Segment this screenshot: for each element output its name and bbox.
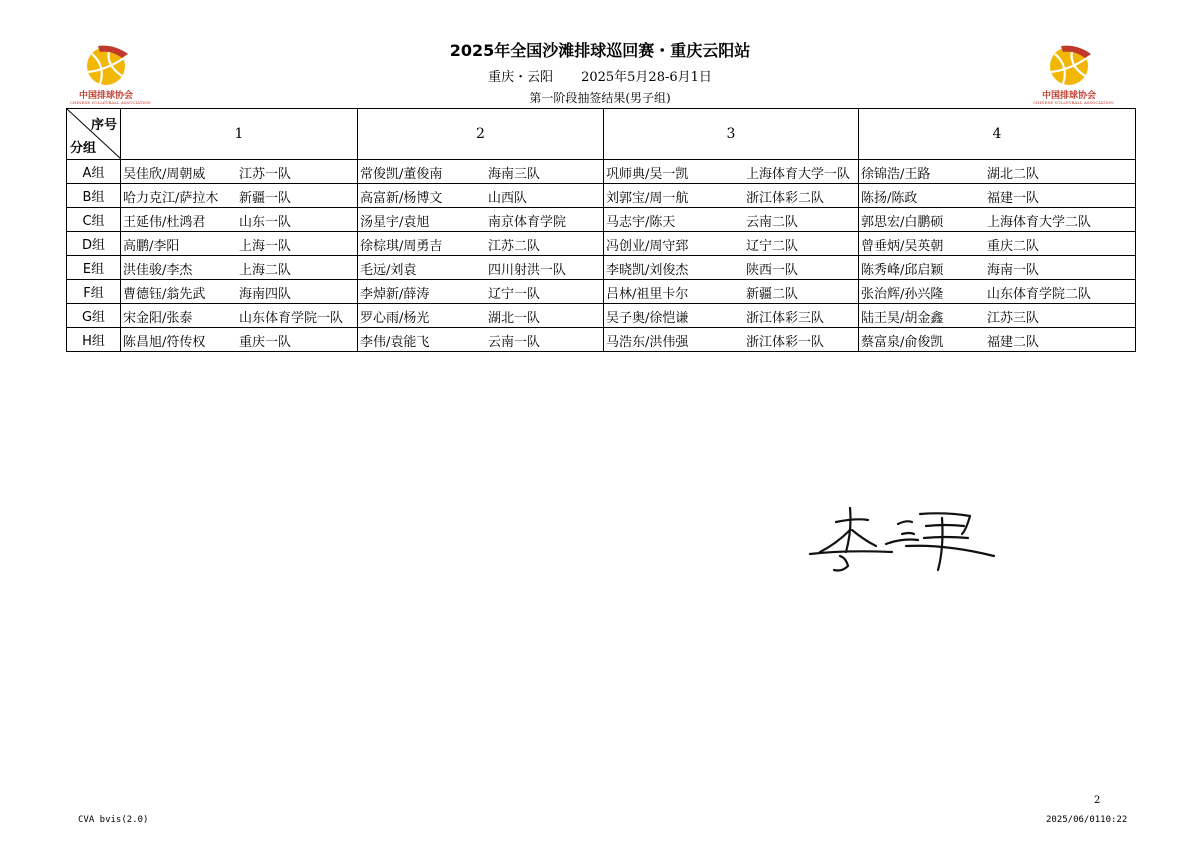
table-row [67, 184, 1136, 208]
players: 陈秀峰/邱启颖 [861, 263, 944, 278]
entry-cell [121, 184, 358, 208]
entry-cell [358, 232, 604, 256]
players: 毛远/刘袁 [360, 263, 417, 278]
event-dates: 2025年5月28-6月1日 [581, 70, 712, 85]
group-name: E组 [67, 256, 121, 280]
players: 罗心雨/杨光 [360, 311, 430, 326]
print-timestamp: 2025/06/0110:22 [1046, 815, 1128, 825]
entry-cell [859, 232, 1136, 256]
group-name: B组 [67, 184, 121, 208]
logo-caption: 中国排球协会 [1041, 91, 1096, 101]
group-name: F组 [67, 280, 121, 304]
entry-cell [604, 160, 859, 184]
entry-cell [121, 208, 358, 232]
team: 福建二队 [987, 335, 1040, 350]
table-row [67, 280, 1136, 304]
team: 陕西一队 [746, 263, 799, 278]
team: 福建一队 [987, 191, 1040, 206]
players: 宋金阳/张泰 [123, 311, 193, 326]
players: 洪佳骏/李杰 [123, 263, 193, 278]
entry-cell [358, 208, 604, 232]
entry-cell [604, 184, 859, 208]
entry-cell [859, 280, 1136, 304]
team: 重庆一队 [239, 335, 292, 350]
team: 四川射洪一队 [488, 263, 567, 278]
entry-cell [859, 160, 1136, 184]
team: 湖北二队 [987, 167, 1040, 182]
logo-subcaption: CHINESE VOLLEYBALL ASSOCIATION [70, 100, 151, 105]
players: 马浩东/洪伟强 [606, 335, 689, 350]
entry-cell [358, 304, 604, 328]
table-row [67, 232, 1136, 256]
players: 吕林/祖里卡尔 [606, 287, 689, 302]
entry-cell [358, 160, 604, 184]
players: 郭思宏/白鹏硕 [861, 215, 944, 230]
players: 张治辉/孙兴隆 [861, 287, 944, 302]
team: 南京体育学院 [488, 215, 567, 230]
players: 李晓凯/刘俊杰 [606, 263, 689, 278]
players: 王延伟/杜鸿君 [123, 215, 206, 230]
entry-cell [604, 232, 859, 256]
team: 辽宁二队 [746, 239, 799, 254]
players: 徐锦浩/王路 [861, 167, 931, 182]
corner-group-label: 分组 [70, 141, 97, 156]
players: 马志宇/陈天 [606, 215, 676, 230]
logo-subcaption: CHINESE VOLLEYBALL ASSOCIATION [1033, 100, 1114, 105]
entry-cell [358, 328, 604, 352]
team: 海南一队 [987, 263, 1040, 278]
team: 浙江体彩一队 [746, 335, 825, 350]
entry-cell [604, 280, 859, 304]
team: 江苏二队 [488, 239, 541, 254]
entry-cell [121, 280, 358, 304]
group-name: C组 [67, 208, 121, 232]
group-name: G组 [67, 304, 121, 328]
players: 陈昌旭/符传权 [123, 335, 206, 350]
players: 汤星宇/袁旭 [360, 215, 430, 230]
header-row [67, 109, 1136, 160]
signature [806, 500, 1001, 580]
column-header: 2 [358, 109, 604, 160]
team: 山西队 [488, 191, 528, 206]
entry-cell [604, 304, 859, 328]
table-row [67, 256, 1136, 280]
event-location: 重庆・云阳 [488, 70, 554, 85]
players: 巩师典/吴一凯 [606, 167, 689, 182]
team: 辽宁一队 [488, 287, 541, 302]
players: 常俊凯/董俊南 [360, 167, 443, 182]
entry-cell [859, 184, 1136, 208]
team: 浙江体彩二队 [746, 191, 825, 206]
team: 上海体育大学二队 [987, 215, 1092, 230]
team: 新疆一队 [239, 191, 292, 206]
players: 刘郭宝/周一航 [606, 191, 689, 206]
team: 山东一队 [239, 215, 292, 230]
team: 山东体育学院一队 [239, 311, 344, 326]
players: 曹德钰/翁先武 [123, 287, 206, 302]
players: 高富新/杨博文 [360, 191, 443, 206]
entry-cell [121, 328, 358, 352]
software-version: CVA bvis(2.0) [78, 815, 149, 825]
entry-cell [604, 256, 859, 280]
corner-cell [67, 109, 121, 160]
players: 蔡富泉/俞俊凯 [861, 335, 944, 350]
entry-cell [121, 304, 358, 328]
players: 冯创业/周守郅 [606, 239, 689, 254]
entry-cell [604, 208, 859, 232]
table-row [67, 304, 1136, 328]
entry-cell [121, 160, 358, 184]
team: 重庆二队 [987, 239, 1040, 254]
corner-seq-label: 序号 [90, 118, 117, 133]
team: 山东体育学院二队 [987, 287, 1092, 302]
entry-cell [859, 256, 1136, 280]
team: 上海体育大学一队 [746, 167, 851, 182]
team: 新疆二队 [746, 287, 799, 302]
entry-cell [604, 328, 859, 352]
page-title: 2025年全国沙滩排球巡回赛・重庆云阳站 [449, 41, 751, 60]
entry-cell [121, 232, 358, 256]
column-header: 4 [859, 109, 1136, 160]
entry-cell [859, 304, 1136, 328]
stage-title: 第一阶段抽签结果(男子组) [529, 91, 671, 105]
team: 云南一队 [488, 335, 541, 350]
column-header: 1 [121, 109, 358, 160]
page-number: 2 [1094, 795, 1101, 806]
entry-cell [859, 208, 1136, 232]
team: 上海二队 [239, 263, 292, 278]
team: 海南四队 [239, 287, 292, 302]
entry-cell [358, 256, 604, 280]
entry-cell [358, 184, 604, 208]
players: 李焯新/薛涛 [360, 287, 430, 302]
players: 徐棕琪/周勇吉 [360, 239, 443, 254]
team: 上海一队 [239, 239, 292, 254]
group-name: A组 [67, 160, 121, 184]
team: 海南三队 [488, 167, 541, 182]
players: 哈力克江/萨拉木 [123, 191, 219, 206]
table-row [67, 160, 1136, 184]
team: 浙江体彩三队 [746, 311, 825, 326]
players: 陆王昊/胡金鑫 [861, 311, 944, 326]
table-row [67, 208, 1136, 232]
column-header: 3 [604, 109, 859, 160]
players: 陈扬/陈政 [861, 191, 918, 206]
players: 吴子奥/徐恺谦 [606, 311, 689, 326]
players: 李伟/袁能飞 [360, 335, 430, 350]
table-row [67, 328, 1136, 352]
players: 高鹏/李阳 [123, 239, 180, 254]
players: 曾垂炳/吴英朝 [861, 239, 944, 254]
draw-table [66, 108, 1136, 352]
team: 江苏三队 [987, 311, 1040, 326]
group-name: H组 [67, 328, 121, 352]
team: 湖北一队 [488, 311, 541, 326]
entry-cell [358, 280, 604, 304]
players: 吴佳欣/周朝威 [123, 167, 206, 182]
team: 江苏一队 [239, 167, 292, 182]
group-name: D组 [67, 232, 121, 256]
entry-cell [121, 256, 358, 280]
team: 云南二队 [746, 215, 799, 230]
event-info [0, 66, 1200, 85]
entry-cell [859, 328, 1136, 352]
logo-caption: 中国排球协会 [78, 91, 133, 101]
